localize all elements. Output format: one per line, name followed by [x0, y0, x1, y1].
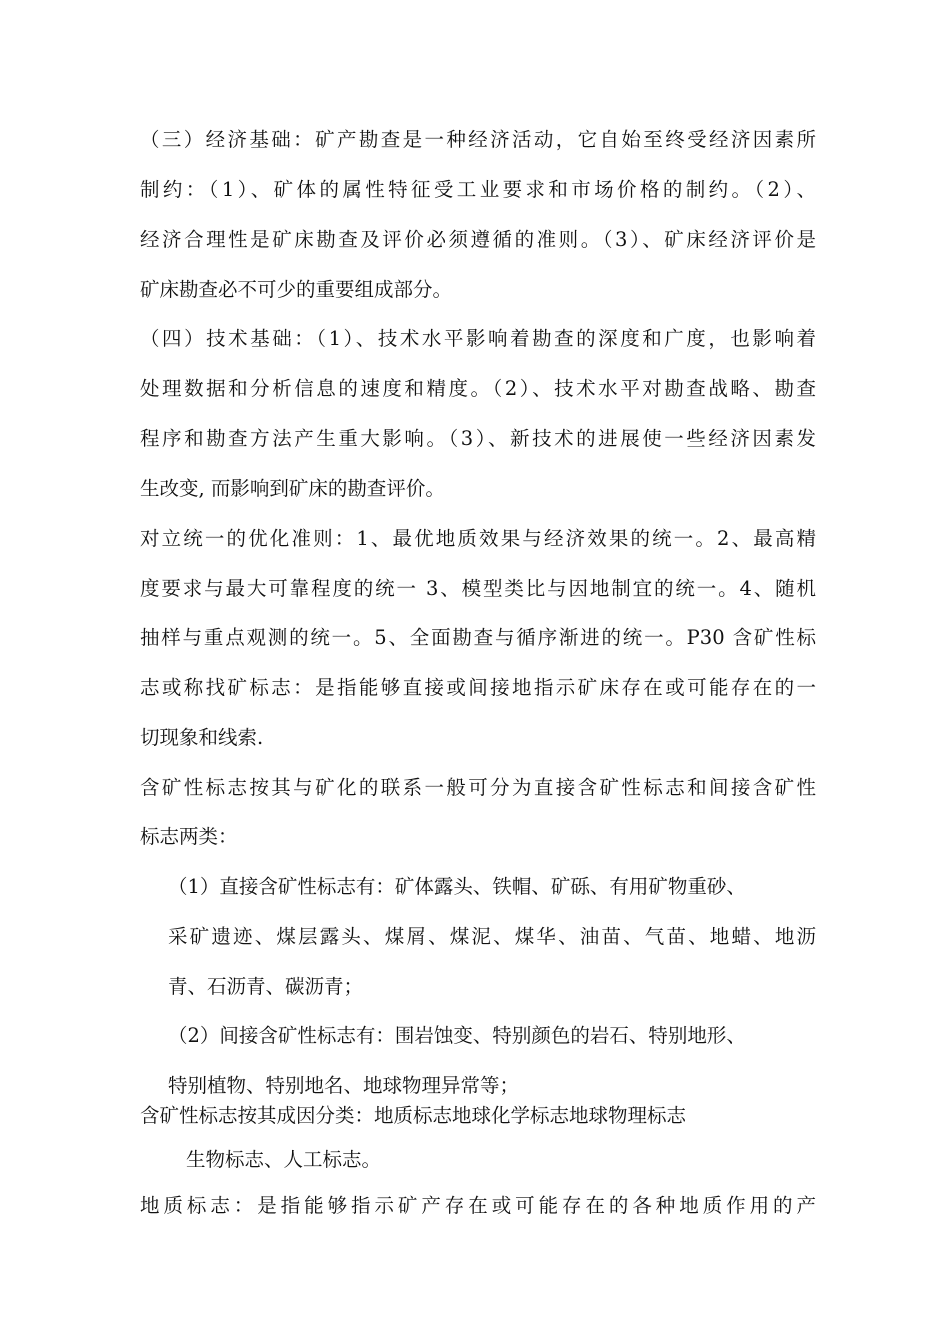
paragraph-economic-line-1: （三）经济基础：矿产勘查是一种经济活动，它自始至终受经济因素所	[140, 128, 816, 151]
paragraph-genesis-line-1: 含矿性标志按其成因分类：地质标志地球化学标志地球物理标志	[140, 1104, 687, 1127]
paragraph-technical-line-4: 生改变, 而影响到矿床的勘查评价。	[140, 477, 445, 500]
paragraph-optimization-line-5: 切现象和线索.	[140, 726, 264, 749]
paragraph-technical-line-1: （四）技术基础：（1）、技术水平影响着勘查的深度和广度，也影响着	[140, 327, 816, 350]
paragraph-economic-line-4: 矿床勘查必不可少的重要组成部分。	[140, 278, 453, 301]
list-direct-indicators-line-2: 采矿遗迹、煤层露头、煤屑、煤泥、煤华、油苗、气苗、地蜡、地沥	[168, 925, 816, 948]
paragraph-optimization-line-4: 志或称找矿标志：是指能够直接或间接地指示矿床存在或可能存在的一	[140, 676, 816, 699]
paragraph-optimization-line-3: 抽样与重点观测的统一。5、全面勘查与循序渐进的统一。P30 含矿性标	[140, 626, 816, 649]
paragraph-indicator-types-line-1: 含矿性标志按其与矿化的联系一般可分为直接含矿性标志和间接含矿性	[140, 776, 816, 799]
paragraph-geological-indicator-line-1: 地质标志：是指能够指示矿产存在或可能存在的各种地质作用的产	[140, 1194, 816, 1217]
paragraph-indicator-types-line-2: 标志两类：	[140, 825, 238, 848]
list-direct-indicators-line-1: （1）直接含矿性标志有：矿体露头、铁帽、矿砾、有用矿物重砂、	[168, 875, 746, 898]
paragraph-optimization-line-2: 度要求与最大可靠程度的统一 3、模型类比与因地制宜的统一。4、随机	[140, 577, 816, 600]
paragraph-technical-line-3: 程序和勘查方法产生重大影响。（3）、新技术的进展使一些经济因素发	[140, 427, 816, 450]
paragraph-technical-line-2: 处理数据和分析信息的速度和精度。（2）、技术水平对勘查战略、勘查	[140, 377, 816, 400]
paragraph-economic-line-3: 经济合理性是矿床勘查及评价必须遵循的准则。（3）、矿床经济评价是	[140, 228, 816, 251]
paragraph-economic-line-2: 制约：（1）、矿体的属性特征受工业要求和市场价格的制约。（2）、	[140, 178, 816, 201]
list-indirect-indicators-line-1: （2）间接含矿性标志有：围岩蚀变、特别颜色的岩石、特别地形、	[168, 1024, 746, 1047]
list-indirect-indicators-line-2: 特别植物、特别地名、地球物理异常等；	[168, 1074, 520, 1097]
paragraph-optimization-line-1: 对立统一的优化准则：1、最优地质效果与经济效果的统一。2、最高精	[140, 527, 816, 550]
list-direct-indicators-line-3: 青、石沥青、碳沥青；	[168, 975, 364, 998]
paragraph-genesis-line-2: 生物标志、人工标志。	[186, 1148, 382, 1171]
